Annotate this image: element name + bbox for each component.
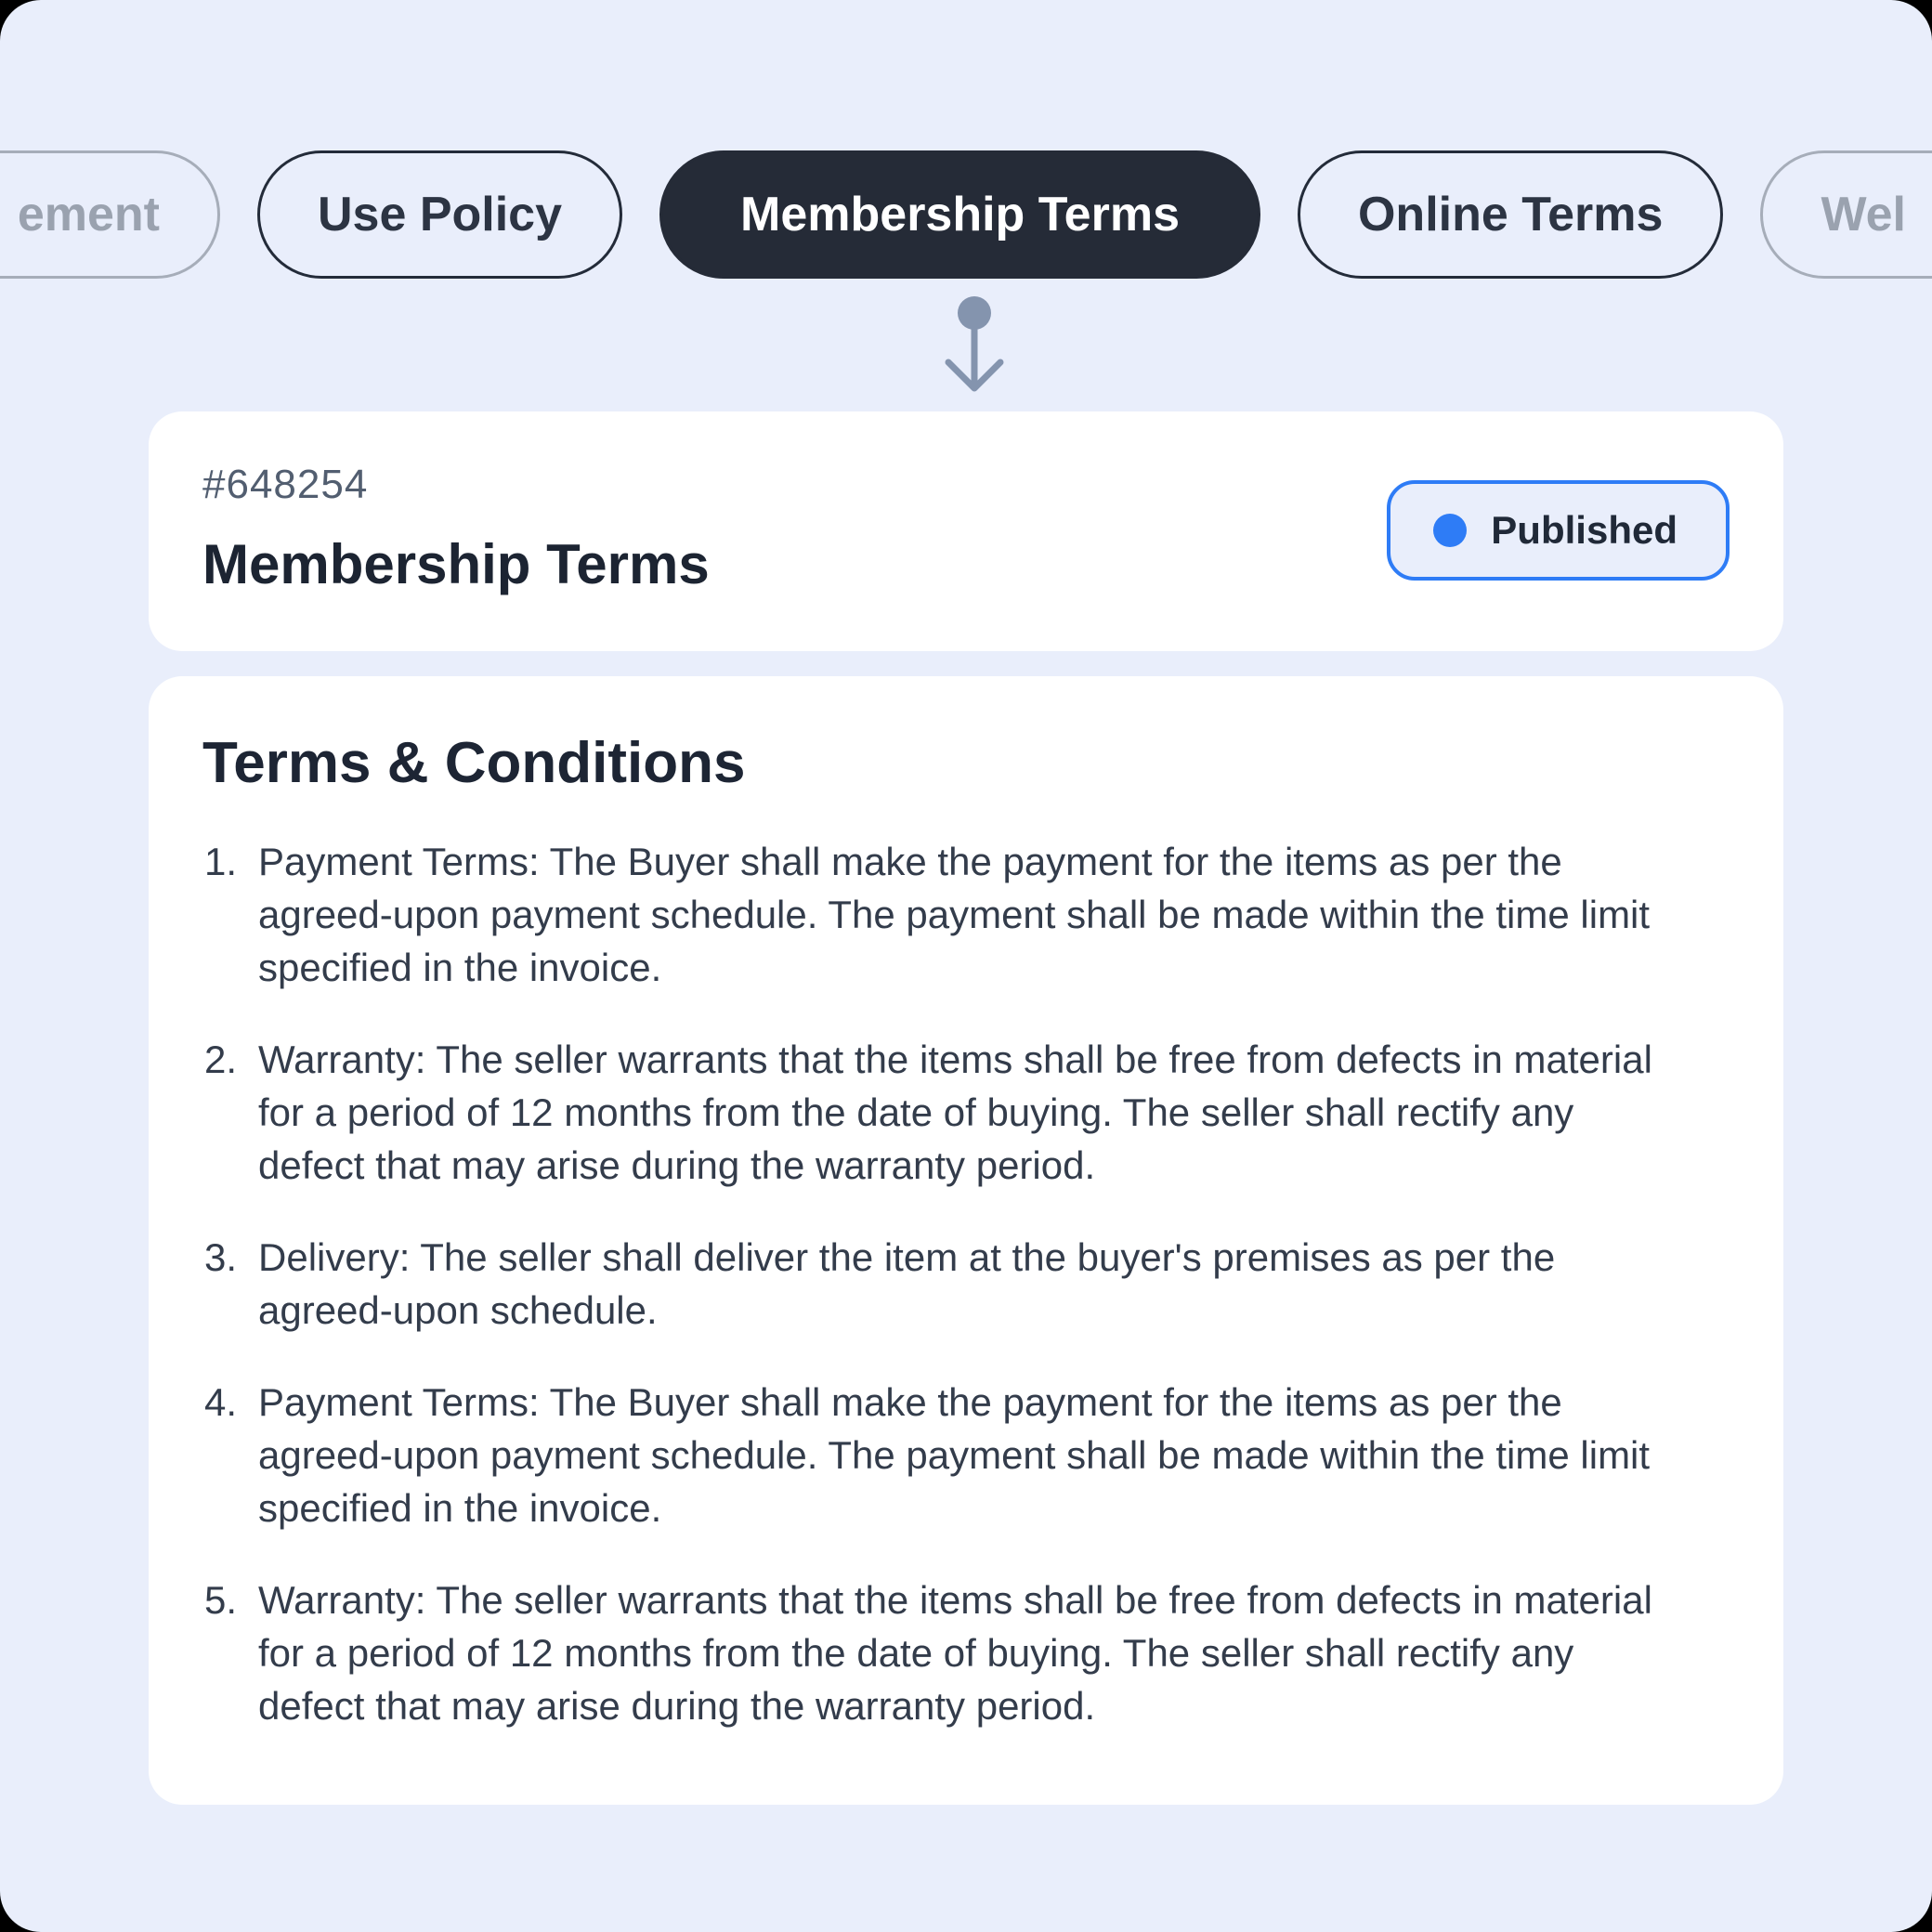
tab-truncated-right[interactable]: Wel	[1760, 150, 1932, 279]
document-header-text	[202, 462, 710, 596]
terms-item-5	[202, 1573, 1689, 1732]
terms-item-1-text: Payment Terms: The Buyer shall make the payment for the items as per the agreed-upon payment schedule. The payment shall be made within the time limit specified in the invoice.	[258, 840, 1651, 989]
terms-item-4-text: Payment Terms: The Buyer shall make the payment for the items as per the agreed-upon payment schedule. The payment shall be made within the time limit specified in the invoice.	[258, 1380, 1651, 1530]
status-dot-icon	[1433, 514, 1467, 547]
document-tabs	[0, 150, 1932, 279]
terms-item-5-number: 5.	[204, 1578, 238, 1622]
tab-online-terms[interactable]: Online Terms	[1298, 150, 1723, 279]
pointer-down-icon	[937, 295, 1012, 399]
status-label: Published	[1491, 508, 1677, 552]
tab-use-policy[interactable]: Use Policy	[257, 150, 622, 279]
terms-item-3	[202, 1231, 1689, 1337]
tab-truncated-left[interactable]: ement	[0, 150, 220, 279]
terms-item-1	[202, 835, 1689, 994]
terms-item-5-text: Warranty: The seller warrants that the items shall be free from defects in material for a period of 12 months from the date of buying. The seller shall rectify any defect that may arise during the warranty period.	[258, 1578, 1652, 1728]
terms-item-2	[202, 1033, 1689, 1192]
terms-item-2-number: 2.	[204, 1038, 238, 1081]
terms-card	[149, 676, 1783, 1805]
document-header-card	[149, 411, 1783, 651]
terms-item-3-number: 3.	[204, 1235, 238, 1279]
tab-membership-terms[interactable]: Membership Terms	[659, 150, 1260, 279]
document-title: Membership Terms	[202, 533, 710, 595]
terms-item-4	[202, 1376, 1689, 1534]
terms-item-4-number: 4.	[204, 1380, 238, 1424]
terms-item-3-text: Delivery: The seller shall deliver the item at the buyer's premises as per the agreed-upon schedule.	[258, 1235, 1556, 1332]
status-badge[interactable]	[1387, 480, 1730, 581]
document-id: #648254	[202, 462, 369, 507]
terms-item-2-text: Warranty: The seller warrants that the items shall be free from defects in material for a period of 12 months from the date of buying. The seller shall rectify any defect that may arise during the warranty period.	[258, 1038, 1652, 1187]
terms-list	[202, 835, 1730, 1732]
terms-heading: Terms & Conditions	[202, 731, 746, 795]
terms-item-1-number: 1.	[204, 840, 238, 883]
